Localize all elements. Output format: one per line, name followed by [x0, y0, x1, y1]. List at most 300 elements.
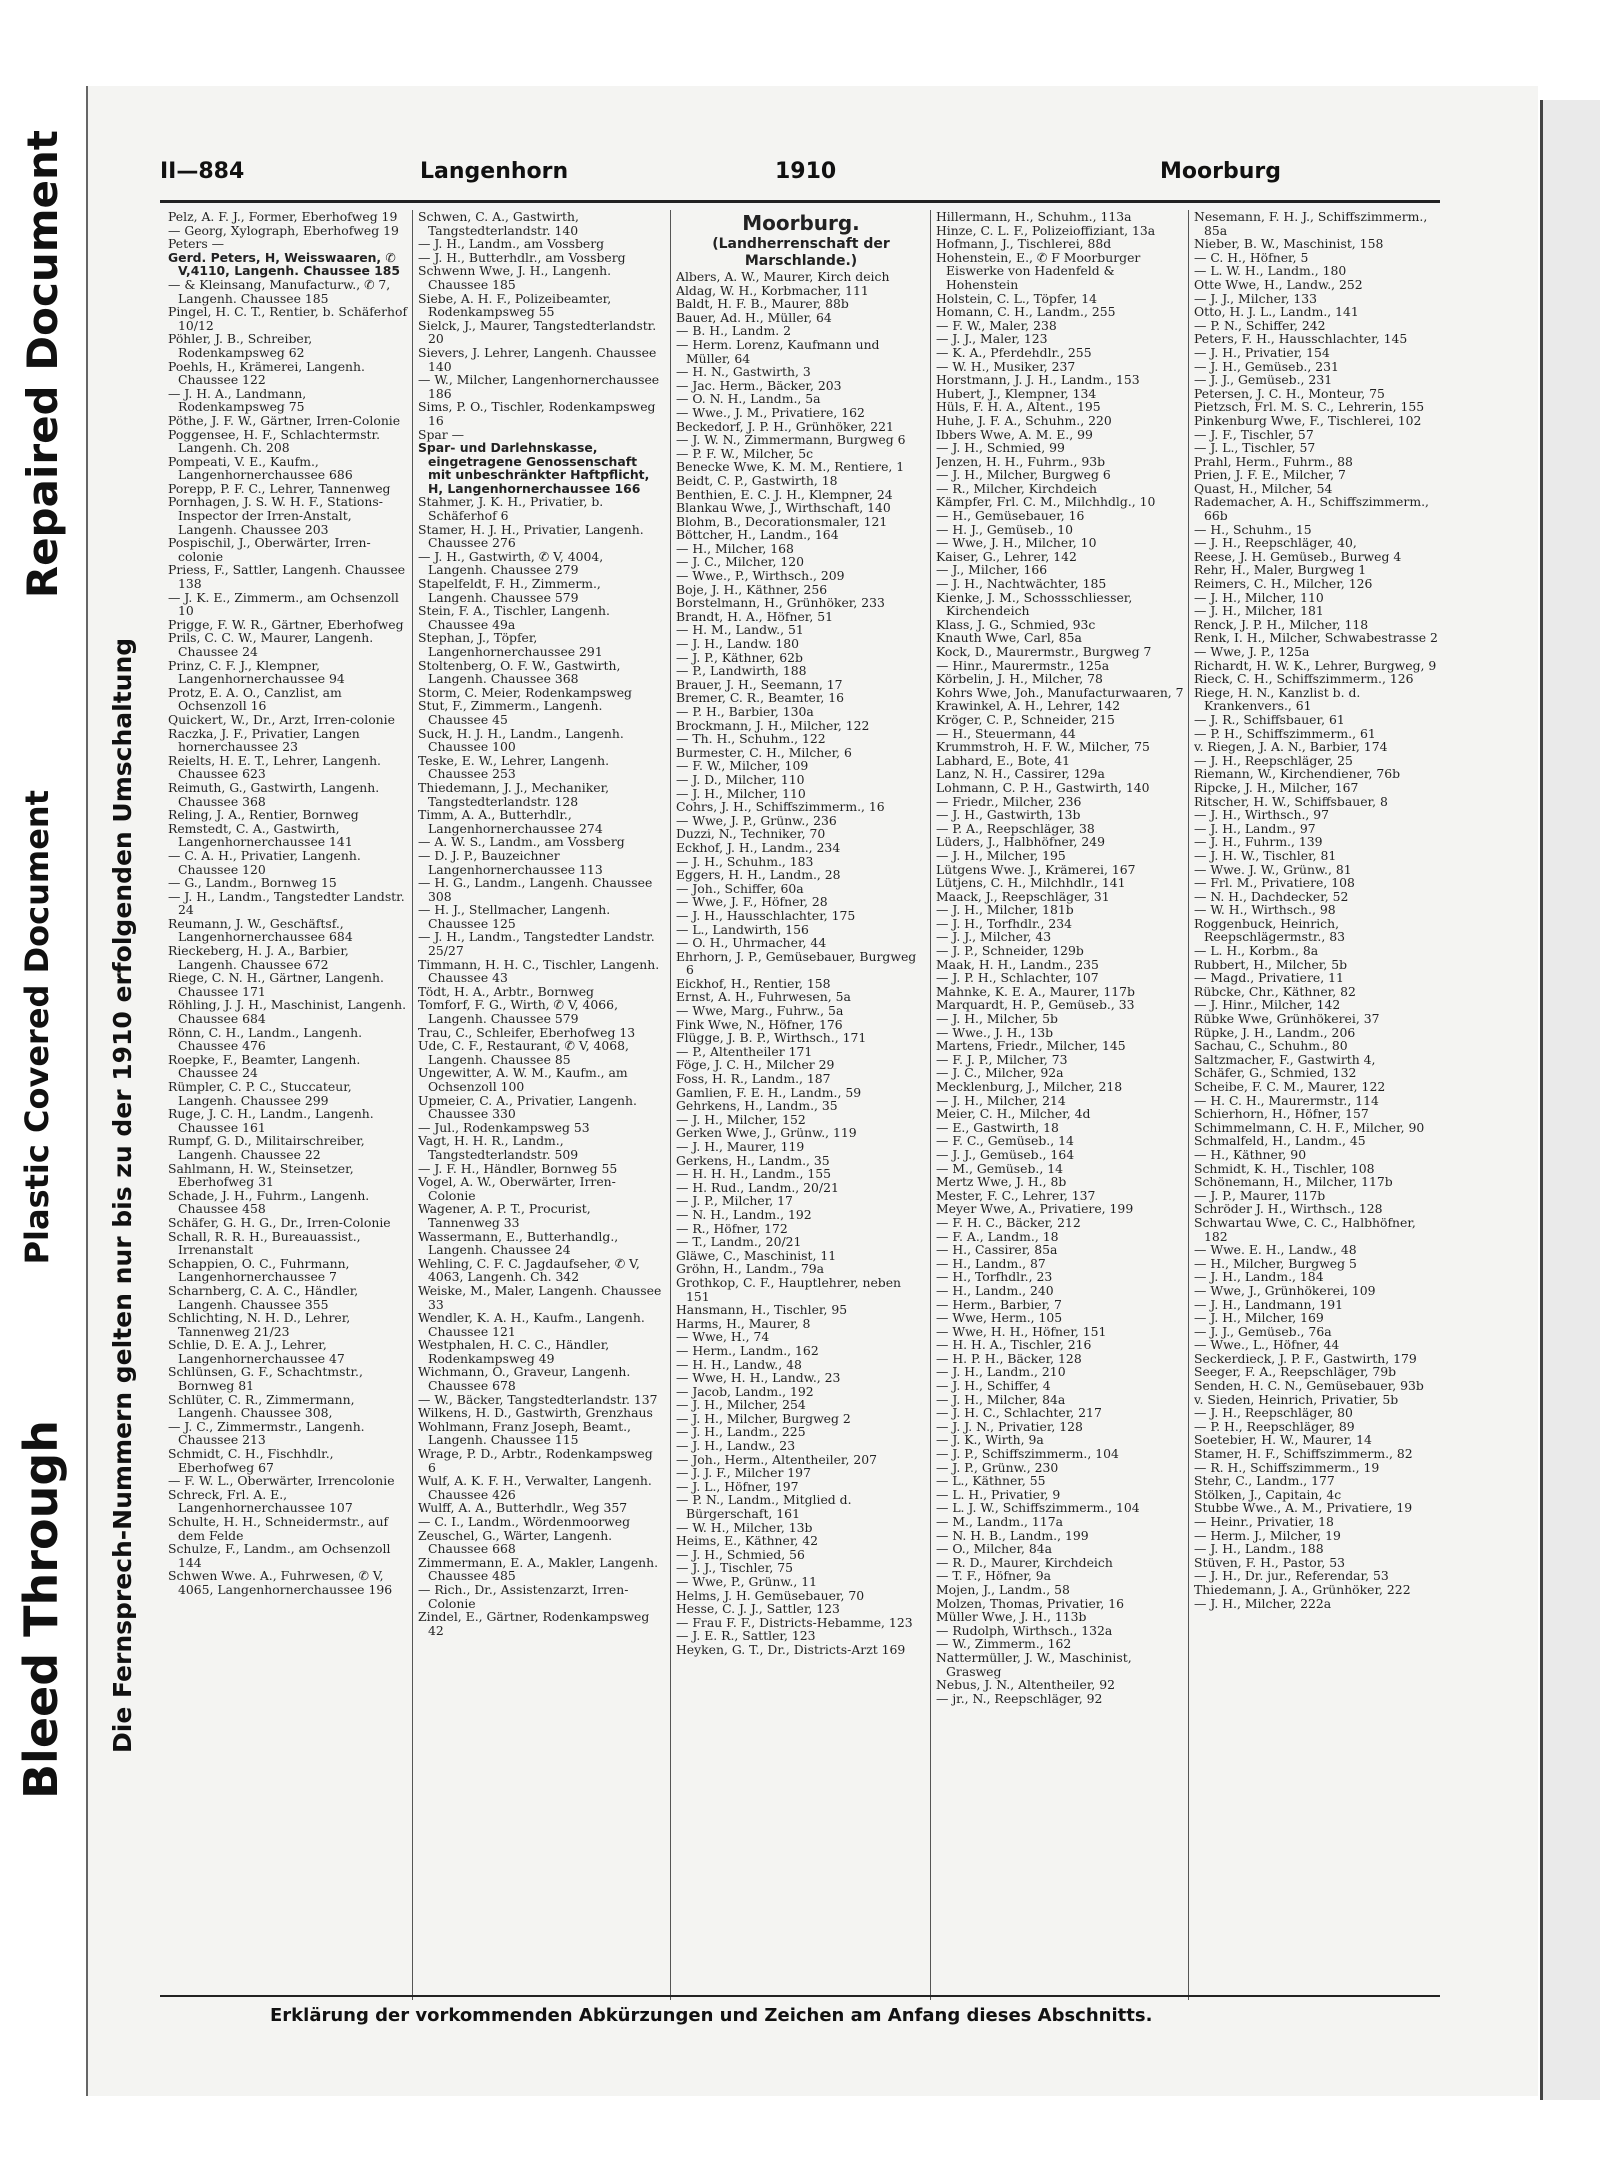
adjacent-page-edge: [1540, 100, 1600, 2100]
directory-entry: Meier, C. H., Milcher, 4d: [936, 1106, 1091, 1122]
column-3-entries: [676, 270, 926, 1657]
directory-entry: — Wwe, H. H., Landw., 23: [676, 1370, 841, 1386]
column-1: [168, 210, 408, 2000]
directory-entry: Wassermann, E., Butterhandlg., Langenh. Chaussee 24: [418, 1228, 619, 1258]
directory-entry: Timm, A. A., Butterhdlr., Langenhornerchaussee 274: [418, 807, 603, 836]
directory-entry: — J. H., Milcher, Burgweg 2: [676, 1410, 851, 1426]
directory-entry: Stapelfeldt, F. H., Zimmerm., Langenh. Chaussee 579: [418, 576, 601, 605]
directory-entry: — L., Landwirth, 156: [676, 921, 809, 937]
directory-entry: Aldag, W. H., Korbmacher, 111: [676, 282, 869, 298]
directory-entry: — Wwe. J. W., Grünw., 81: [1194, 861, 1352, 877]
directory-entry: — Herm. J., Milcher, 19: [1194, 1527, 1341, 1543]
directory-entry: Brauer, J. H., Seemann, 17: [676, 676, 843, 692]
directory-entry: Klass, J. G., Schmied, 93c: [936, 616, 1096, 632]
directory-entry: Stüven, F. H., Pastor, 53: [1194, 1554, 1345, 1570]
directory-entry: — Herm., Barbier, 7: [936, 1296, 1062, 1312]
directory-entry: Protz, E. A. O., Canzlist, am Ochsenzoll 16: [168, 684, 342, 714]
directory-entry: Körbelin, J. H., Milcher, 78: [936, 671, 1103, 687]
directory-entry: Hinze, C. L. F., Polizeioffiziant, 13a: [936, 222, 1156, 238]
directory-entry: — J. H., Reepschläger, 40,: [1194, 535, 1357, 551]
directory-entry: Porepp, P. F. C., Lehrer, Tannenweg: [168, 480, 391, 496]
directory-entry: Prien, J. F. E., Milcher, 7: [1194, 467, 1346, 483]
directory-entry: Lüders, J., Halbhöfner, 249: [936, 834, 1105, 850]
directory-entry: — R. H., Schiffszimmerm., 19: [1194, 1459, 1380, 1475]
directory-entry: Schlüter, C. R., Zimmermann, Langenh. Chaussee 308,: [168, 1391, 355, 1421]
directory-entry: Poehls, H., Krämerei, Langenh. Chaussee 122: [168, 358, 365, 388]
directory-entry: Hesse, C. J. J., Sattler, 123: [676, 1601, 840, 1617]
directory-entry: Martens, Friedr., Milcher, 145: [936, 1038, 1126, 1054]
directory-entry: Rademacher, A. H., Schiffszimmerm., 66b: [1194, 494, 1429, 524]
directory-entry: — J. H., Landw., 23: [676, 1438, 796, 1454]
column-5: [1194, 210, 1438, 2000]
directory-entry: — J. H., Landm., Tangstedter Landstr. 24: [168, 888, 405, 918]
directory-entry: — Magd., Privatiere, 11: [1194, 970, 1344, 986]
directory-entry: — O. N. H., Landm., 5a: [676, 391, 821, 407]
directory-entry: — T. F., Höfner, 9a: [936, 1568, 1052, 1584]
directory-entry: — P. H., Reepschläger, 89: [1194, 1418, 1355, 1434]
directory-entry: — F. A., Landm., 18: [936, 1228, 1059, 1244]
directory-entry: — J. H., Hausschlachter, 175: [676, 907, 856, 923]
directory-entry: — J. H., Gastwirth, 13b: [936, 807, 1081, 823]
directory-entry: Cohrs, J. H., Schiffszimmerm., 16: [676, 799, 885, 815]
directory-entry: Boje, J. H., Käthner, 256: [676, 581, 828, 597]
directory-entry: — J. H., Landm., 210: [936, 1364, 1066, 1380]
directory-entry: — J. H., Landm., 97: [1194, 820, 1316, 836]
directory-entry: — J. H., Reepschläger, 80: [1194, 1405, 1353, 1421]
directory-entry: — R., Milcher, Kirchdeich: [936, 480, 1097, 496]
directory-entry: Stut, F., Zimmerm., Langenh. Chaussee 45: [418, 698, 603, 727]
directory-entry: Pietzsch, Frl. M. S. C., Lehrerin, 155: [1194, 399, 1425, 415]
directory-entry: — W., Zimmerm., 162: [936, 1636, 1072, 1652]
directory-entry: — H. Rud., Landm., 20/21: [676, 1179, 839, 1195]
directory-entry: Peters —: [168, 236, 225, 252]
directory-entry: — J. H., Milcher, 181b: [936, 902, 1074, 918]
directory-entry: Blohm, B., Decorationsmaler, 121: [676, 513, 888, 529]
directory-entry: — J. K. E., Zimmerm., am Ochsenzoll 10: [168, 589, 399, 619]
directory-entry: — H., Steuermann, 44: [936, 725, 1076, 741]
directory-entry: — Joh., Schiffer, 60a: [676, 880, 804, 896]
directory-entry: Siebe, A. H. F., Polizeibeamter, Rodenkampsweg 55: [418, 290, 612, 320]
directory-entry: Schwartau Wwe, C. C., Halbhöfner, 182: [1194, 1214, 1416, 1244]
column-3: [676, 210, 926, 2000]
directory-entry: Schreck, Frl. A. E., Langenhornerchaussee 107: [168, 1486, 353, 1516]
directory-entry: — L., Käthner, 55: [936, 1473, 1046, 1489]
directory-entry: Harms, H., Maurer, 8: [676, 1315, 811, 1331]
directory-entry: — J. E. R., Sattler, 123: [676, 1628, 816, 1644]
directory-entry: Soetebier, H. W., Maurer, 14: [1194, 1432, 1372, 1448]
directory-entry: — Joh., Herm., Altentheiler, 207: [676, 1451, 878, 1467]
directory-entry: Schlichting, N. H. D., Lehrer, Tannenweg 21/23: [168, 1310, 351, 1339]
directory-entry: — J. J. N., Privatier, 128: [936, 1418, 1083, 1434]
directory-entry: — J. H., Butterhdlr., am Vossberg: [418, 249, 626, 265]
directory-entry: — B. H., Landm. 2: [676, 323, 791, 339]
directory-entry: Helms, J. H. Gemüsebauer, 70: [676, 1587, 865, 1603]
directory-entry: — Rich., Dr., Assistenzarzt, Irren-Colonie: [418, 1581, 629, 1611]
directory-entry: Scheibe, F. C. M., Maurer, 122: [1194, 1079, 1386, 1094]
directory-entry: — J. H. C., Schlachter, 217: [936, 1405, 1102, 1421]
directory-entry: — J. H., Gemüseb., 231: [1194, 358, 1339, 374]
header-rule: [160, 200, 1440, 203]
directory-entry: Krawinkel, A. H., Lehrer, 142: [936, 698, 1121, 714]
directory-entry: Rüpke, J. H., Landm., 206: [1194, 1024, 1356, 1040]
directory-entry: Quast, H., Milcher, 54: [1194, 480, 1333, 496]
directory-entry: — J. P., Schiffszimmerm., 104: [936, 1446, 1119, 1462]
directory-entry: — L. J. W., Schiffszimmerm., 104: [936, 1500, 1140, 1516]
directory-entry: Sievers, J. Lehrer, Langenh. Chaussee 140: [418, 344, 657, 374]
directory-entry: Spar —: [418, 426, 465, 442]
directory-entry: Borstelmann, H., Grünhöker, 233: [676, 595, 885, 611]
directory-entry: — J. P., Milcher, 17: [676, 1193, 793, 1209]
directory-entry: Schwen Wwe. A., Fuhrwesen, ✆ V, 4065, Langenhornerchaussee 196: [168, 1568, 393, 1597]
page-header: [160, 155, 1440, 195]
directory-entry: Senden, H. C. N., Gemüsebauer, 93b: [1194, 1378, 1424, 1394]
directory-entry: — Wwe., L., Höfner, 44: [1194, 1337, 1340, 1353]
directory-entry: — J. H., Milcher, 110: [676, 785, 806, 801]
directory-entry: Kämpfer, Frl. C. M., Milchhdlg., 10: [936, 494, 1156, 510]
directory-entry: Prahl, Herm., Fuhrm., 88: [1194, 453, 1353, 469]
directory-entry: Saltzmacher, F., Gastwirth 4,: [1194, 1051, 1376, 1067]
directory-entry: Beidt, C. P., Gastwirth, 18: [676, 472, 838, 488]
directory-entry: Schulte, H. H., Schneidermstr., auf dem Felde: [168, 1514, 389, 1543]
directory-entry: — J. H., Dr. jur., Referendar, 53: [1194, 1568, 1389, 1584]
directory-entry: — P. H., Barbier, 130a: [676, 704, 814, 719]
directory-entry: — C. I., Landm., Wördenmoorweg: [418, 1514, 631, 1529]
directory-entry: — W. H., Musiker, 237: [936, 358, 1076, 374]
directory-entry: Nesemann, F. H. J., Schiffszimmerm., 85a: [1194, 210, 1428, 238]
directory-entry: Brockmann, J. H., Milcher, 122: [676, 717, 870, 733]
directory-entry: — P., Landwirth, 188: [676, 663, 807, 679]
directory-entry: Heims, E., Käthner, 42: [676, 1533, 819, 1549]
directory-entry: Pöthe, J. F. W., Gärtner, Irren-Colonie: [168, 412, 401, 428]
directory-entry: — J. H., Landm., 188: [1194, 1541, 1324, 1557]
header-left: Langenhorn: [420, 159, 569, 184]
directory-entry: — J. J., Gemüseb., 76a: [1194, 1323, 1332, 1339]
directory-entry: Benthien, E. C. J. H., Klempner, 24: [676, 486, 893, 502]
directory-entry: Reese, J. H. Gemüseb., Burweg 4: [1194, 548, 1402, 564]
directory-entry: Ehrhorn, J. P., Gemüsebauer, Burgweg 6: [676, 948, 917, 978]
directory-entry: v. Sieden, Heinrich, Privatier, 5b: [1194, 1391, 1399, 1407]
directory-entry: — H., Gemüsebauer, 16: [936, 508, 1085, 524]
directory-entry: Roggenbuck, Heinrich, Reepschlägermstr., 83: [1194, 915, 1345, 945]
directory-entry: — J. H., Torfhdlr., 234: [936, 915, 1073, 931]
directory-entry: Knauth Wwe, Carl, 85a: [936, 630, 1082, 646]
directory-entry: — K. A., Pferdehdlr., 255: [936, 344, 1092, 360]
directory-entry: Holstein, C. L., Töpfer, 14: [936, 290, 1097, 306]
directory-entry: Huhe, J. F. A., Schuhm., 220: [936, 412, 1112, 428]
directory-entry: Ruge, J. C. H., Landm., Langenh. Chaussee 161: [168, 1106, 374, 1135]
directory-entry: — Herm. Lorenz, Kaufmann und Müller, 64: [676, 336, 880, 366]
directory-entry: Molzen, Thomas, Privatier, 16: [936, 1595, 1124, 1611]
directory-entry: Hüls, F. H. A., Altent., 195: [936, 399, 1101, 415]
column-4: [936, 210, 1186, 2000]
directory-entry: — N. H., Dachdecker, 52: [1194, 888, 1349, 904]
directory-entry: Pompeati, V. E., Kaufm., Langenhornerchaussee 686: [168, 453, 353, 483]
directory-entry: Timmann, H. H. C., Tischler, Langenh. Chaussee 43: [418, 956, 660, 986]
directory-entry: Ripcke, J. H., Milcher, 167: [1194, 779, 1359, 795]
directory-entry: — J. C., Milcher, 92a: [936, 1065, 1064, 1081]
directory-entry: — J. H., Milcher, Burgweg 6: [936, 467, 1111, 483]
directory-entry: Rubbert, H., Milcher, 5b: [1194, 956, 1348, 972]
directory-entry: Reimuth, G., Gastwirth, Langenh. Chaussee 368: [168, 779, 380, 809]
directory-entry: Kienke, J. M., Schossschliesser, Kirchendeich: [936, 589, 1133, 619]
directory-entry: — Wwe, H., 74: [676, 1329, 770, 1345]
directory-entry: Mojen, J., Landm., 58: [936, 1581, 1070, 1597]
directory-entry: Rübcke, Chr., Käthner, 82: [1194, 983, 1356, 999]
directory-entry: — J. H., Milcher, 169: [1194, 1310, 1324, 1326]
directory-entry: — O. H., Uhrmacher, 44: [676, 935, 827, 951]
directory-entry: — J. H., Landw. 180: [676, 636, 800, 652]
directory-entry: — J. P., Maurer, 117b: [1194, 1187, 1326, 1203]
directory-entry: Wichmann, O., Graveur, Langenh. Chaussee 678: [418, 1364, 631, 1394]
directory-entry: — Frl. M., Privatiere, 108: [1194, 875, 1355, 891]
directory-entry: Sachau, C., Schuhm., 80: [1194, 1038, 1348, 1054]
directory-entry: Albers, A. W., Maurer, Kirch deich: [676, 269, 890, 284]
footer-rule: [160, 1995, 1440, 1997]
directory-entry: — N. H., Landm., 192: [676, 1206, 812, 1222]
directory-entry: Kohrs Wwe, Joh., Manufacturwaaren, 7: [936, 684, 1184, 700]
directory-entry: Reumann, J. W., Geschäftsf., Langenhornerchaussee 684: [168, 915, 353, 945]
directory-entry: Schlünsen, G. F., Schachtmstr., Bornweg 81: [168, 1364, 363, 1394]
directory-entry: Wagener, A. P. T., Procurist, Tannenweg 33: [418, 1201, 591, 1230]
directory-entry: Zeuschel, G., Wärter, Langenh. Chaussee 668: [418, 1527, 613, 1557]
directory-entry: Pornhagen, J. S. W. H. F., Stations-Inspector der Irren-Anstalt, Langenh. Chaussee 203: [168, 494, 383, 537]
directory-entry: — J. H., Schiffer, 4: [936, 1378, 1051, 1394]
directory-entry: — L. W. H., Landm., 180: [1194, 263, 1347, 279]
directory-entry: — L. H., Privatier, 9: [936, 1486, 1061, 1502]
directory-entry: Heyken, G. T., Dr., Districts-Arzt 169: [676, 1641, 906, 1657]
directory-entry: — A. W. S., Landm., am Vossberg: [418, 834, 625, 850]
directory-entry: — J. C., Milcher, 120: [676, 554, 805, 570]
directory-entry: Brandt, H. A., Höfner, 51: [676, 608, 833, 624]
label-bleed-through: Bleed Through: [14, 1420, 68, 1800]
directory-entry: — D. J. P., Bauzeichner Langenhornerchaussee 113: [418, 847, 603, 877]
directory-entry: — W. H., Wirthsch., 98: [1194, 902, 1336, 918]
directory-entry: — J. H., Milcher, 110: [1194, 589, 1324, 605]
page-number: II—884: [160, 159, 245, 184]
directory-entry: — Herm., Landm., 162: [676, 1342, 819, 1358]
directory-entry: — H. J., Stellmacher, Langenh. Chaussee 125: [418, 902, 611, 931]
directory-entry: Scharnberg, C. A. C., Händler, Langenh. Chaussee 355: [168, 1282, 359, 1312]
directory-entry: Teske, E. W., Lehrer, Langenh. Chaussee 253: [418, 752, 610, 782]
directory-entry: — H. N., Gastwirth, 3: [676, 364, 811, 380]
directory-entry: — Jacob, Landm., 192: [676, 1383, 814, 1399]
directory-entry: Gerkens, H., Landm., 35: [676, 1152, 830, 1168]
directory-entry: Nattermüller, J. W., Maschinist, Grasweg: [936, 1649, 1132, 1679]
directory-entry: Gläwe, C., Maschinist, 11: [676, 1247, 837, 1263]
directory-entry: Pospischil, J., Oberwärter, Irren-colonie: [168, 535, 371, 564]
directory-entry: — H. H. A., Tischler, 216: [936, 1337, 1092, 1353]
directory-entry: Otte Wwe, H., Landw., 252: [1194, 276, 1363, 292]
label-plastic-covered: Plastic Covered Document: [18, 790, 56, 1265]
directory-entry: — J. H., Landm., 184: [1194, 1269, 1324, 1285]
directory-entry: — J. H. W., Tischler, 81: [1194, 847, 1337, 863]
directory-entry: Lütgens Wwe. J., Krämerei, 167: [936, 861, 1136, 877]
directory-entry: Stubbe Wwe., A. M., Privatiere, 19: [1194, 1500, 1413, 1516]
directory-entry: Schröder J. H., Wirthsch., 128: [1194, 1201, 1383, 1217]
directory-entry: Wilkens, H. D., Gastwirth, Grenzhaus: [418, 1405, 653, 1421]
directory-entry: Quickert, W., Dr., Arzt, Irren-colonie: [168, 711, 395, 727]
directory-entry: — N. H. B., Landm., 199: [936, 1527, 1089, 1543]
directory-entry: Blankau Wwe, J., Wirthschaft, 140: [676, 500, 891, 516]
directory-entry: Raczka, J. F., Privatier, Langen hornerchaussee 23: [168, 725, 360, 755]
header-right: Moorburg: [1160, 159, 1281, 184]
directory-entry: Schlie, D. E. A. J., Lehrer, Langenhornerchaussee 47: [168, 1337, 345, 1366]
directory-entry: Rehr, H., Maler, Burgweg 1: [1194, 562, 1367, 578]
directory-entry: Priess, F., Sattler, Langenh. Chaussee 138: [168, 562, 406, 592]
directory-entry: — Jul., Rodenkampsweg 53: [418, 1119, 590, 1135]
directory-entry: — Wwe, J., Grünhökerei, 109: [1194, 1282, 1376, 1298]
directory-entry: — J. H., Milcher, 195: [936, 847, 1066, 863]
directory-entry: Thiedemann, J. J., Mechaniker, Tangstedterlandstr. 128: [418, 779, 610, 809]
directory-entry: — J. H., Schmied, 56: [676, 1546, 805, 1562]
directory-entry: Pingel, H. C. T., Rentier, b. Schäferhof 10/12: [168, 304, 408, 333]
directory-entry: — J. H., Landmann, 191: [1194, 1296, 1343, 1312]
directory-entry: Bauer, Ad. H., Müller, 64: [676, 309, 832, 325]
directory-entry: — J. H., Reepschläger, 25: [1194, 752, 1353, 768]
directory-entry: — P. N., Schiffer, 242: [1194, 317, 1326, 333]
directory-entry: Schulze, F., Landm., am Ochsenzoll 144: [168, 1541, 391, 1570]
directory-entry: — J. W. N., Zimmermann, Burgweg 6: [676, 432, 906, 448]
directory-entry: Hohenstein, E., ✆ F Moorburger Eiswerke von Hadenfeld & Hohenstein: [936, 249, 1141, 292]
directory-entry: Schierhorn, H., Höfner, 157: [1194, 1106, 1369, 1122]
directory-entry: Rümpler, C. P. C., Stuccateur, Langenh. Chaussee 299: [168, 1079, 352, 1108]
directory-entry: — Wwe, P., Grünw., 11: [676, 1574, 818, 1589]
directory-entry: Reielts, H. E. T., Lehrer, Langenh. Chaussee 623: [168, 752, 381, 782]
directory-entry: Sims, P. O., Tischler, Rodenkampsweg 16: [418, 399, 656, 428]
directory-entry: Stoltenberg, O. F. W., Gastwirth, Langenh. Chaussee 368: [418, 657, 621, 687]
directory-entry: — J. H., Milcher, 222a: [1194, 1595, 1332, 1611]
directory-entry: — J. H., Milcher, 181: [1194, 603, 1324, 619]
directory-entry: Ibbers Wwe, A. M. E., 99: [936, 426, 1093, 442]
directory-entry: Mertz Wwe, J. H., 8b: [936, 1174, 1067, 1190]
directory-entry: — Wwe., J. M., Privatiere, 162: [676, 404, 865, 420]
directory-entry: Labhard, E., Bote, 41: [936, 752, 1071, 768]
directory-entry: Poggensee, H. F., Schlachtermstr. Langenh. Ch. 208: [168, 426, 381, 456]
directory-entry: Röhling, J. J. H., Maschinist, Langenh. Chaussee 684: [168, 997, 407, 1027]
directory-entry: Schappien, O. C., Fuhrmann, Langenhornerchaussee 7: [168, 1255, 350, 1285]
directory-entry: — Wwe, Herm., 105: [936, 1310, 1063, 1326]
directory-entry: — P. H., Schiffszimmerm., 61: [1194, 725, 1376, 741]
directory-entry: Kröger, C. P., Schneider, 215: [936, 711, 1115, 727]
directory-entry: Tödt, H. A., Arbtr., Bornweg: [418, 983, 594, 999]
directory-entry: Foss, H. R., Landm., 187: [676, 1071, 831, 1087]
directory-entry: — J. L., Tischler, 57: [1194, 440, 1316, 456]
directory-entry: Pinkenburg Wwe, F., Tischlerei, 102: [1194, 412, 1422, 428]
directory-entry: Tomforf, F. G., Wirth, ✆ V, 4066, Langenh. Chaussee 579: [418, 997, 619, 1027]
directory-entry: — J. D., Milcher, 110: [676, 771, 805, 787]
directory-entry: — Wwe, Marg., Fuhrw., 5a: [676, 1003, 844, 1019]
directory-entry: Schwen, C. A., Gastwirth, Tangstedterlandstr. 140: [418, 210, 579, 238]
directory-entry: Pöhler, J. B., Schreiber, Rodenkampsweg 62: [168, 331, 313, 360]
directory-entry: Seeger, F. A., Reepschläger, 79b: [1194, 1364, 1397, 1380]
directory-entry: — F. W., Milcher, 109: [676, 758, 809, 774]
directory-entry: Gröhn, H., Landm., 79a: [676, 1261, 824, 1277]
directory-entry: — J. J., Gemüseb., 164: [936, 1146, 1075, 1162]
directory-entry: Burmester, C. H., Milcher, 6: [676, 744, 852, 760]
directory-entry: Ritscher, H. W., Schiffsbauer, 8: [1194, 793, 1388, 809]
directory-entry: Kock, D., Maurermstr., Burgweg 7: [936, 644, 1152, 659]
directory-entry: Wohlmann, Franz Joseph, Beamt., Langenh. Chaussee 115: [418, 1418, 631, 1448]
directory-entry: v. Riegen, J. A. N., Barbier, 174: [1194, 739, 1388, 755]
directory-entry: Nebus, J. N., Altentheiler, 92: [936, 1677, 1116, 1693]
directory-entry: Benecke Wwe, K. M. M., Rentiere, 1: [676, 459, 905, 475]
directory-entry: — Wwe, J. P., Grünw., 236: [676, 812, 837, 828]
directory-entry: Prinz, C. F. J., Klempner, Langenhornerchaussee 94: [168, 657, 345, 687]
directory-entry: — F. W. L., Oberwärter, Irrencolonie: [168, 1473, 395, 1489]
directory-entry: — F. C., Gemüseb., 14: [936, 1133, 1074, 1149]
directory-entry: — H., Milcher, 168: [676, 540, 794, 556]
directory-entry: Nieber, B. W., Maschinist, 158: [1194, 236, 1384, 252]
directory-entry: Mecklenburg, J., Milcher, 218: [936, 1079, 1123, 1094]
directory-entry: Lütjens, C. H., Milchhdlr., 141: [936, 875, 1126, 891]
directory-entry: Wrage, P. D., Arbtr., Rodenkampsweg 6: [418, 1446, 653, 1475]
directory-entry: Richardt, H. W. K., Lehrer, Burgweg, 9: [1194, 657, 1437, 673]
directory-entry: Stein, F. A., Tischler, Langenh. Chaussee 49a: [418, 603, 610, 632]
directory-entry: — H. P. H., Bäcker, 128: [936, 1350, 1082, 1366]
directory-entry: Storm, C. Meier, Rodenkampsweg: [418, 684, 632, 700]
directory-entry: Homann, C. H., Landm., 255: [936, 304, 1116, 320]
directory-entry: Reling, J. A., Rentier, Bornweg: [168, 807, 359, 823]
directory-entry: Zimmermann, E. A., Makler, Langenh. Chaussee 485: [418, 1554, 659, 1584]
directory-entry: — Wwe. E. H., Landw., 48: [1194, 1242, 1357, 1258]
directory-entry: Stahmer, J. K. H., Privatier, b. Schäferhof 6: [418, 494, 604, 524]
directory-entry: — L. H., Korbm., 8a: [1194, 943, 1319, 959]
directory-entry: — H. J., Gemüseb., 10: [936, 521, 1073, 537]
directory-entry: Rumpf, G. D., Militairschreiber, Langenh. Chaussee 22: [168, 1133, 365, 1162]
directory-entry: — J. Hinr., Milcher, 142: [1194, 997, 1341, 1013]
directory-entry: — J. P., Käthner, 62b: [676, 649, 803, 665]
directory-entry: — Heinr., Privatier, 18: [1194, 1514, 1334, 1529]
column-2: [418, 210, 663, 2000]
directory-entry: — J. R., Schiffsbauer, 61: [1194, 711, 1345, 727]
directory-entry: — J. H., Fuhrm., 139: [1194, 834, 1323, 850]
directory-entry: — jr., N., Reepschläger, 92: [936, 1690, 1103, 1706]
directory-entry: Weiske, M., Maler, Langenh. Chaussee 33: [418, 1282, 662, 1312]
directory-entry: — H. H., Landw., 48: [676, 1356, 802, 1372]
directory-entry: Wehling, C. F. C. Jagdaufseher, ✆ V, 4063, Langenh. Ch. 342: [418, 1255, 640, 1285]
directory-entry: — E., Gastwirth, 18: [936, 1119, 1059, 1135]
directory-entry: — Georg, Xylograph, Eberhofweg 19: [168, 222, 399, 238]
directory-entry: — J. J., Tischler, 75: [676, 1560, 794, 1576]
directory-entry: Fink Wwe, N., Höfner, 176: [676, 1016, 843, 1032]
directory-entry: Schmalfeld, H., Landm., 45: [1194, 1133, 1366, 1149]
directory-entry: Suck, H. J. H., Landm., Langenh. Chaussee 100: [418, 725, 624, 755]
directory-entry: Sielck, J., Maurer, Tangstedterlandstr. 20: [418, 317, 657, 347]
directory-entry: Beckedorf, J. P. H., Grünhöker, 221: [676, 418, 894, 434]
directory-entry: Mester, F. C., Lehrer, 137: [936, 1187, 1096, 1203]
directory-entry: Gehrkens, H., Landm., 35: [676, 1098, 838, 1114]
directory-entry: — J., Milcher, 166: [936, 562, 1048, 578]
directory-entry: — Frau F. F., Districts-Hebamme, 123: [676, 1614, 913, 1630]
directory-entry: — H., Landm., 240: [936, 1282, 1054, 1298]
directory-entry: Stephan, J., Töpfer, Langenhornerchaussee 291: [418, 630, 603, 659]
directory-entry: — Friedr., Milcher, 236: [936, 793, 1082, 809]
directory-entry: — J. P., Grünw., 230: [936, 1459, 1059, 1475]
directory-entry: Remstedt, C. A., Gastwirth, Langenhornerchaussee 141: [168, 820, 353, 850]
directory-entry: — F. J. P., Milcher, 73: [936, 1051, 1068, 1067]
directory-entry: Krummstroh, H. F. W., Milcher, 75: [936, 739, 1150, 755]
directory-entry: Riege, H. N., Kanzlist b. d. Krankenvers., 61: [1194, 684, 1361, 714]
directory-entry: — J. H., Maurer, 119: [676, 1139, 805, 1154]
directory-entry: Stölken, J., Capitain, 4c: [1194, 1486, 1342, 1502]
footer-note: Erklärung der vorkommenden Abkürzungen und Zeichen am Anfang dieses Abschnitts.: [270, 2005, 1153, 2026]
directory-entry: — J. F. H., Händler, Bornweg 55: [418, 1160, 618, 1176]
directory-entry: — H., Schuhm., 15: [1194, 521, 1312, 537]
directory-entry: Rönn, C. H., Landm., Langenh. Chaussee 476: [168, 1024, 363, 1054]
header-year: 1910: [775, 159, 837, 184]
directory-entry: Flügge, J. B. P., Wirthsch., 171: [676, 1030, 867, 1046]
directory-entry: — J. H., Milcher, 152: [676, 1111, 806, 1127]
